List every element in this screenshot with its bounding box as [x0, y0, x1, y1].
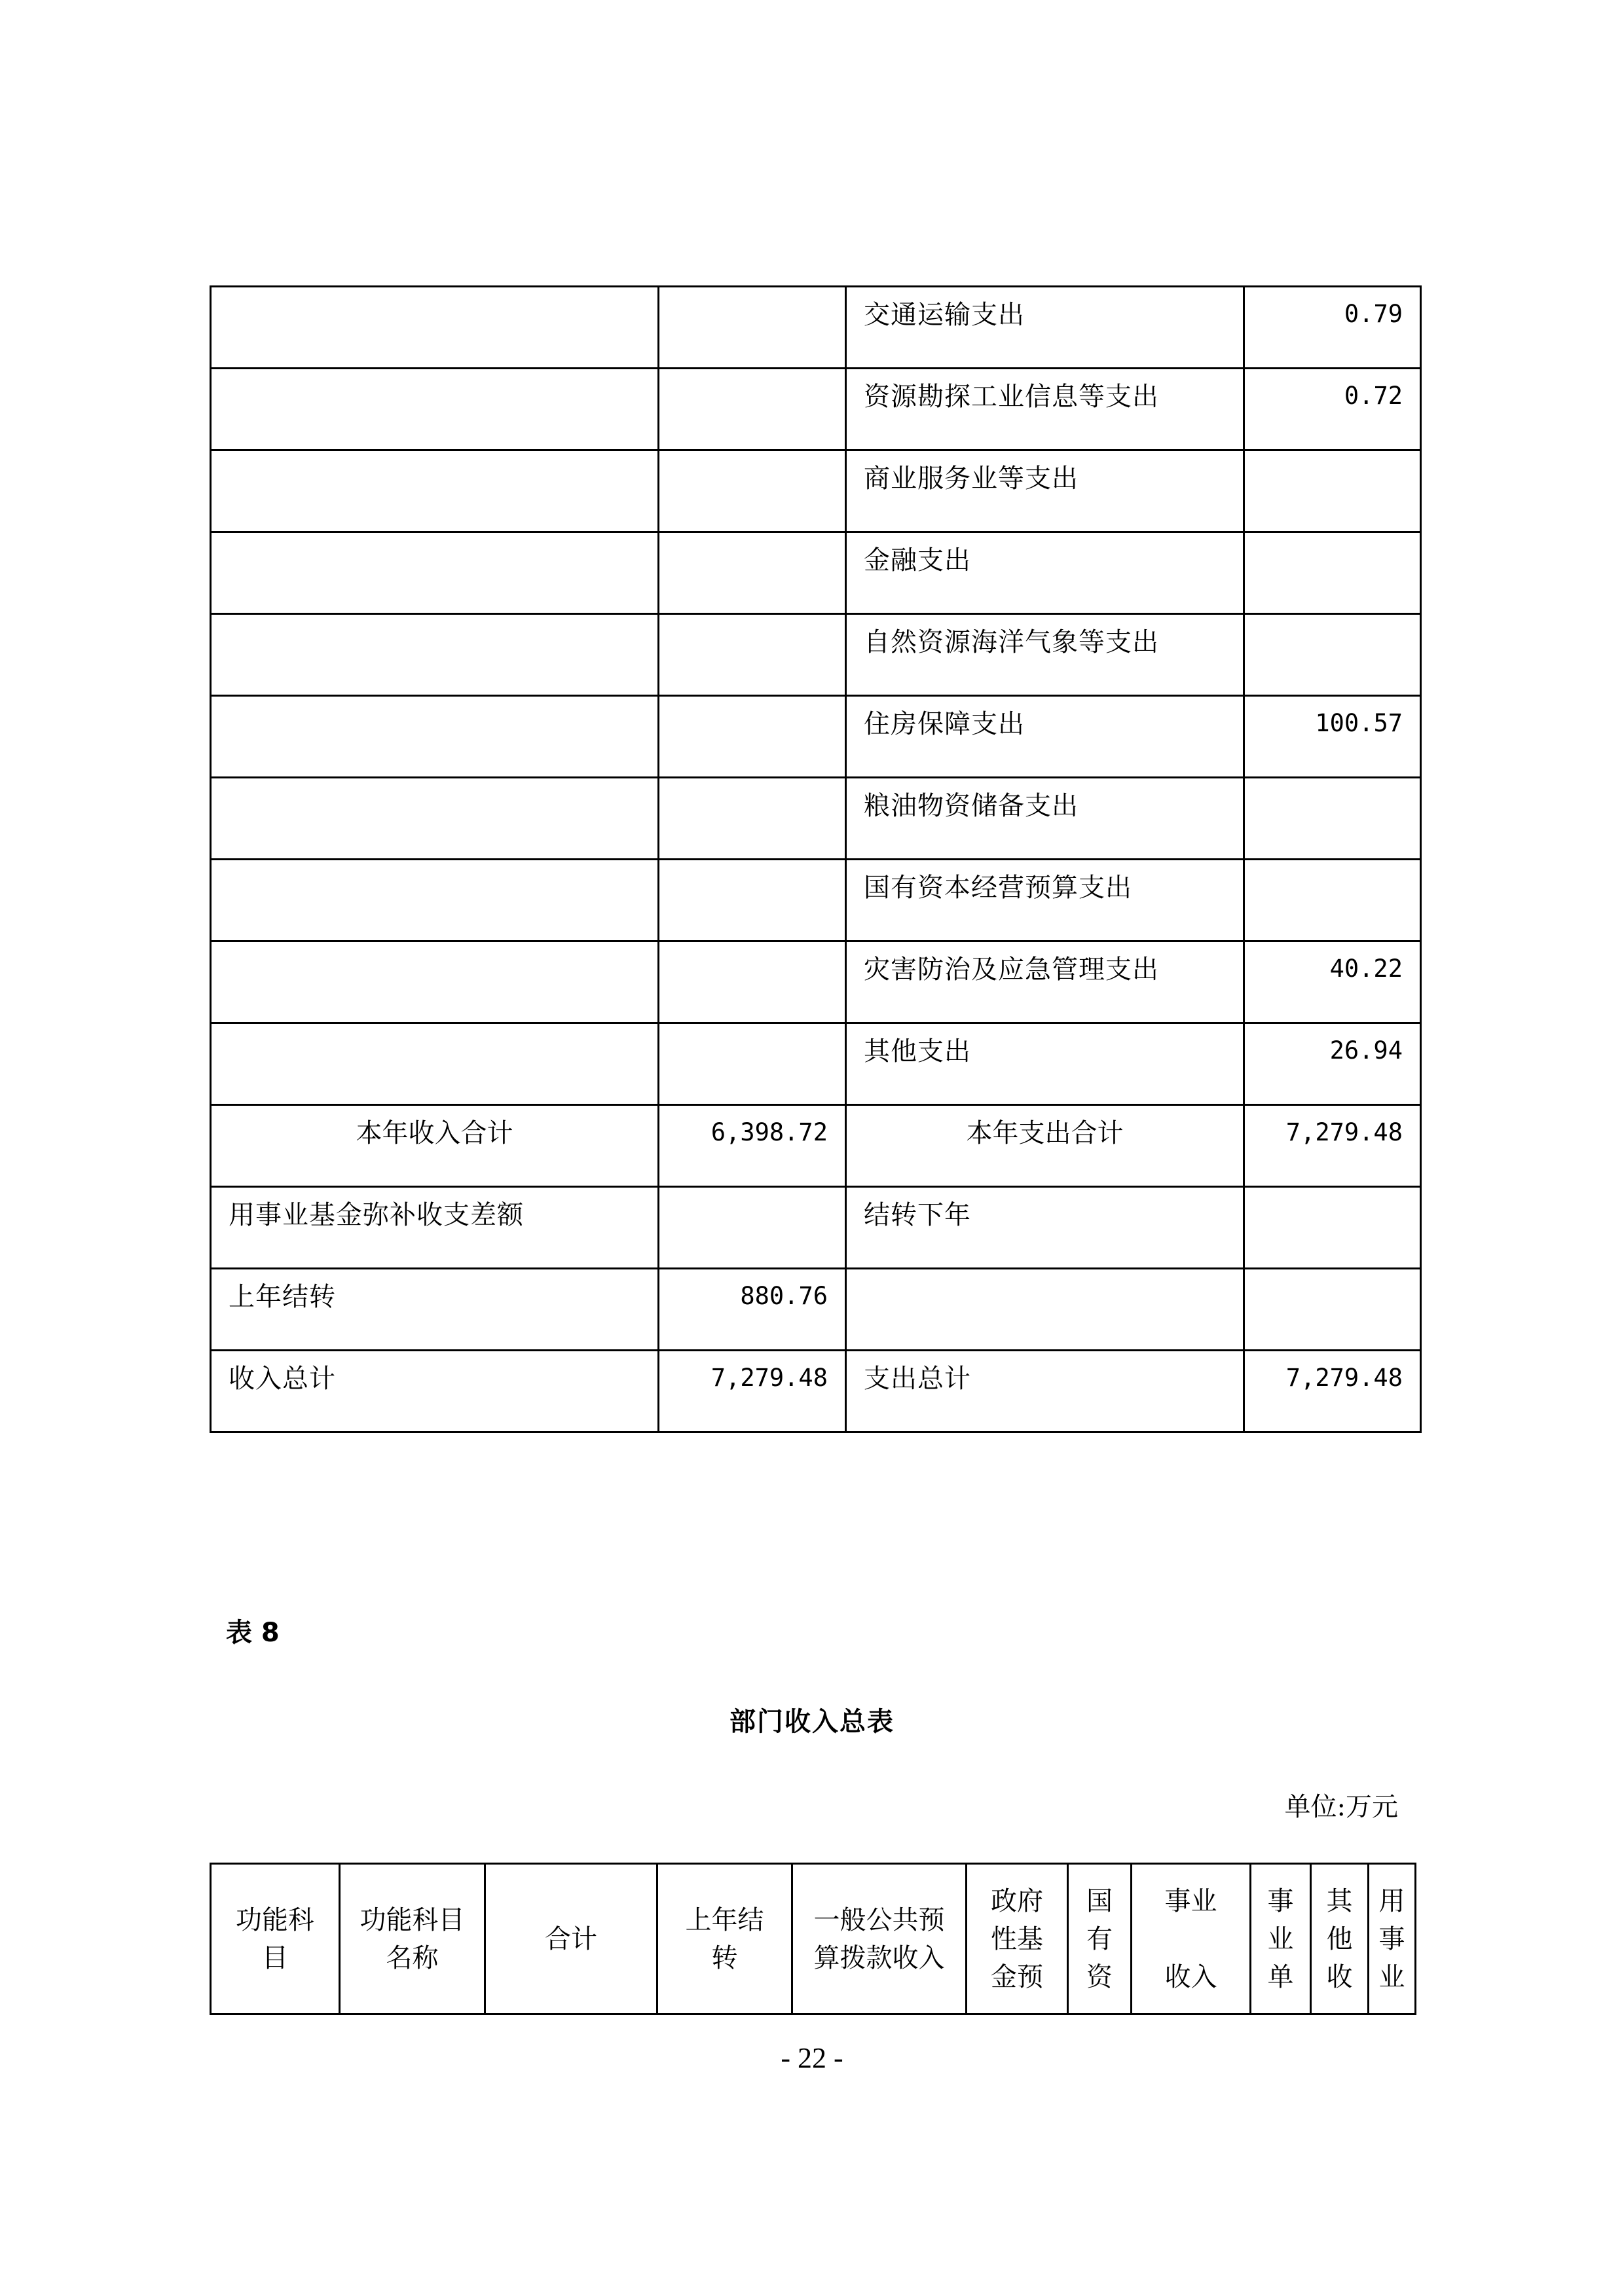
column-header-line: 转: [711, 1942, 738, 1973]
table-cell: 880.76: [659, 1269, 846, 1351]
table-row: [211, 369, 1421, 450]
table-cell: 本年支出合计: [846, 1105, 1244, 1187]
table-cell: 用事业基金弥补收支差额: [211, 1187, 659, 1269]
column-header-line: 事: [1378, 1923, 1405, 1954]
table-cell: [659, 1023, 846, 1105]
column-header-line: 事: [1267, 1886, 1294, 1916]
column-header-line: 事业: [1164, 1886, 1217, 1916]
table-cell: 7,279.48: [659, 1351, 846, 1432]
table-row: [211, 532, 1421, 614]
table-cell: [659, 450, 846, 532]
table-cell: [211, 287, 659, 369]
table-row: [211, 860, 1421, 941]
table-row: [211, 941, 1421, 1023]
table-row: [211, 614, 1421, 696]
table-cell: 7,279.48: [1244, 1105, 1421, 1187]
column-header-line: 政府: [991, 1886, 1043, 1916]
table-cell: 商业服务业等支出: [846, 450, 1244, 532]
table-cell: [211, 450, 659, 532]
column-header-line: 单: [1267, 1961, 1294, 1992]
table-cell: 7,279.48: [1244, 1351, 1421, 1432]
column-header-line: 国: [1086, 1886, 1113, 1916]
column-header: [485, 1864, 657, 2014]
column-header: [1311, 1864, 1369, 2014]
unit-label: 单位:万元: [1284, 1792, 1398, 1822]
table-caption: 表 8: [226, 1618, 280, 1648]
column-header: [1068, 1864, 1132, 2014]
table-cell: [211, 532, 659, 614]
column-header-line: 收入: [1164, 1961, 1217, 1992]
table-cell: 0.72: [1244, 369, 1421, 450]
table-cell: 其他支出: [846, 1023, 1244, 1105]
column-header-line: 金预: [991, 1961, 1043, 1992]
table-cell: 金融支出: [846, 532, 1244, 614]
table-cell: 收入总计: [211, 1351, 659, 1432]
table-row: [211, 696, 1421, 778]
table-cell: 自然资源海洋气象等支出: [846, 614, 1244, 696]
column-header: [792, 1864, 967, 2014]
column-header-line: 业: [1378, 1961, 1405, 1992]
table-cell: [211, 696, 659, 778]
column-header-line: 算拨款收入: [813, 1942, 945, 1973]
column-header-line: 一般公共预: [813, 1904, 945, 1935]
table-row: [211, 1023, 1421, 1105]
table-cell: 国有资本经营预算支出: [846, 860, 1244, 941]
table-cell: 粮油物资储备支出: [846, 778, 1244, 860]
table-cell: [659, 614, 846, 696]
table-cell: 6,398.72: [659, 1105, 846, 1187]
table-row: [211, 450, 1421, 532]
page-number: - 22 -: [781, 2042, 843, 2074]
table-cell: [211, 614, 659, 696]
table-cell: 40.22: [1244, 941, 1421, 1023]
column-header-line: 名称: [386, 1942, 439, 1973]
table-cell: [659, 369, 846, 450]
table-cell: [1244, 860, 1421, 941]
table-cell: 灾害防治及应急管理支出: [846, 941, 1244, 1023]
table-title: 部门收入总表: [729, 1707, 895, 1737]
table-cell: 本年收入合计: [211, 1105, 659, 1187]
table-cell: [659, 1187, 846, 1269]
column-header-line: 有: [1086, 1923, 1113, 1954]
table-row: [211, 1269, 1421, 1351]
column-header-line: 他: [1326, 1923, 1353, 1954]
department-income-table: [210, 1863, 1416, 2015]
column-header: [340, 1864, 485, 2014]
table-cell: [211, 860, 659, 941]
column-header: [211, 1864, 340, 2014]
table-cell: [1244, 778, 1421, 860]
column-header-line: 资: [1086, 1961, 1113, 1992]
table-cell: [659, 941, 846, 1023]
table-cell: [1244, 1269, 1421, 1351]
table-cell: [211, 941, 659, 1023]
table-cell: 资源勘探工业信息等支出: [846, 369, 1244, 450]
table-cell: 住房保障支出: [846, 696, 1244, 778]
column-header-line: 目: [262, 1942, 288, 1973]
column-header-line: 功能科目: [360, 1904, 465, 1935]
table-cell: 支出总计: [846, 1351, 1244, 1432]
table-cell: [1244, 1187, 1421, 1269]
table-cell: [659, 778, 846, 860]
table-cell: [1244, 614, 1421, 696]
column-header-line: 用: [1378, 1886, 1405, 1916]
table-cell: 交通运输支出: [846, 287, 1244, 369]
column-header-line: 上年结: [685, 1904, 764, 1935]
table-row: [211, 287, 1421, 369]
column-header: [967, 1864, 1068, 2014]
table-cell: 结转下年: [846, 1187, 1244, 1269]
table-cell: [1244, 532, 1421, 614]
column-header-line: 收: [1326, 1961, 1353, 1992]
table-cell: [211, 778, 659, 860]
column-header: [657, 1864, 792, 2014]
table-cell: [211, 1023, 659, 1105]
table-cell: [659, 696, 846, 778]
table-cell: 26.94: [1244, 1023, 1421, 1105]
column-header-line: 业: [1267, 1923, 1294, 1954]
column-header-line: 合计: [545, 1923, 597, 1954]
column-header: [1369, 1864, 1416, 2014]
table-cell: 0.79: [1244, 287, 1421, 369]
table-row: [211, 1351, 1421, 1432]
table-row: [211, 778, 1421, 860]
table-cell: 100.57: [1244, 696, 1421, 778]
column-header-line: 功能科: [236, 1904, 314, 1935]
column-header-line: 其: [1326, 1886, 1353, 1916]
column-header: [1251, 1864, 1311, 2014]
table-cell: [1244, 450, 1421, 532]
table-cell: [846, 1269, 1244, 1351]
table-cell: [659, 532, 846, 614]
column-header: [1132, 1864, 1251, 2014]
table-cell: [659, 860, 846, 941]
column-header-line: [1135, 1920, 1247, 1958]
header-row: [211, 1864, 1416, 2014]
column-header-line: 性基: [991, 1923, 1043, 1954]
table-row: [211, 1105, 1421, 1187]
table-cell: 上年结转: [211, 1269, 659, 1351]
table-cell: [659, 287, 846, 369]
table-row: [211, 1187, 1421, 1269]
income-expenditure-table: [210, 285, 1422, 1433]
table-cell: [211, 369, 659, 450]
